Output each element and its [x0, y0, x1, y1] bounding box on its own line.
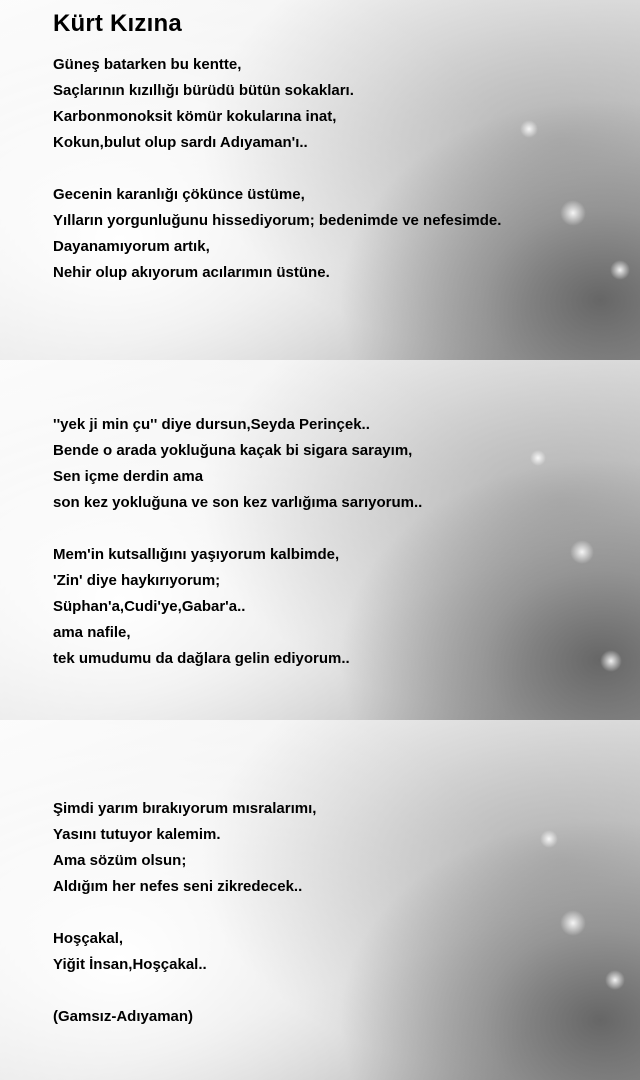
poem-line: Yılların yorgunluğunu hissediyorum; bedenimde ve nefesimde.	[53, 212, 502, 229]
poem-line: Kokun,bulut olup sardı Adıyaman'ı..	[53, 134, 308, 151]
stanza-1	[53, 52, 354, 156]
poem-line: Nehir olup akıyorum acılarımın üstüne.	[53, 264, 330, 281]
poem-line: Karbonmonoksit kömür kokularına inat,	[53, 108, 337, 125]
poem-line: Dayanamıyorum artık,	[53, 238, 210, 255]
stanza-2	[53, 182, 501, 286]
bokeh-decoration	[530, 450, 546, 466]
bokeh-decoration	[610, 260, 630, 280]
poem-line: Ama sözüm olsun;	[53, 852, 187, 869]
stanza-5	[53, 796, 316, 900]
poem-line: Sen içme derdin ama	[53, 468, 204, 485]
poem-line: Süphan'a,Cudi'ye,Gabar'a..	[53, 598, 246, 615]
poem-line: ''yek ji min çu'' diye dursun,Seyda Perinçek..	[53, 416, 370, 433]
author-signature: (Gamsız-Adıyaman)	[53, 1008, 194, 1025]
poem-line: Gecenin karanlığı çökünce üstüme,	[53, 186, 305, 203]
poem-panel-3	[0, 720, 640, 1080]
poem-panel-2	[0, 360, 640, 720]
bokeh-decoration	[600, 650, 622, 672]
poem-panel-1	[0, 0, 640, 360]
poem-line: Hoşçakal,	[53, 930, 124, 947]
bokeh-decoration	[605, 970, 625, 990]
bokeh-decoration	[560, 910, 586, 936]
poem-line: Aldığım her nefes seni zikredecek..	[53, 878, 303, 895]
bokeh-decoration	[540, 830, 558, 848]
bokeh-decoration	[520, 120, 538, 138]
poem-line: Yasını tutuyor kalemim.	[53, 826, 221, 843]
poem-line: Bende o arada yokluğuna kaçak bi sigara sarayım,	[53, 442, 413, 459]
stanza-6	[53, 926, 207, 978]
poem-line: tek umudumu da dağlara gelin ediyorum..	[53, 650, 350, 667]
bokeh-decoration	[570, 540, 594, 564]
poem-line: Saçlarının kızıllığı bürüdü bütün sokakları.	[53, 82, 354, 99]
poem-signature	[53, 1004, 193, 1030]
poem-line: Yiğit İnsan,Hoşçakal..	[53, 956, 207, 973]
poem-line: 'Zin' diye haykırıyorum;	[53, 572, 221, 589]
stanza-3	[53, 412, 422, 516]
poem-title: Kürt Kızına	[53, 10, 182, 37]
poem-line: Güneş batarken bu kentte,	[53, 56, 242, 73]
poem-line: Şimdi yarım bırakıyorum mısralarımı,	[53, 800, 317, 817]
poem-line: son kez yokluğuna ve son kez varlığıma sarıyorum..	[53, 494, 423, 511]
poem-line: Mem'in kutsallığını yaşıyorum kalbimde,	[53, 546, 340, 563]
poem-line: ama nafile,	[53, 624, 131, 641]
bokeh-decoration	[560, 200, 586, 226]
stanza-4	[53, 542, 350, 672]
